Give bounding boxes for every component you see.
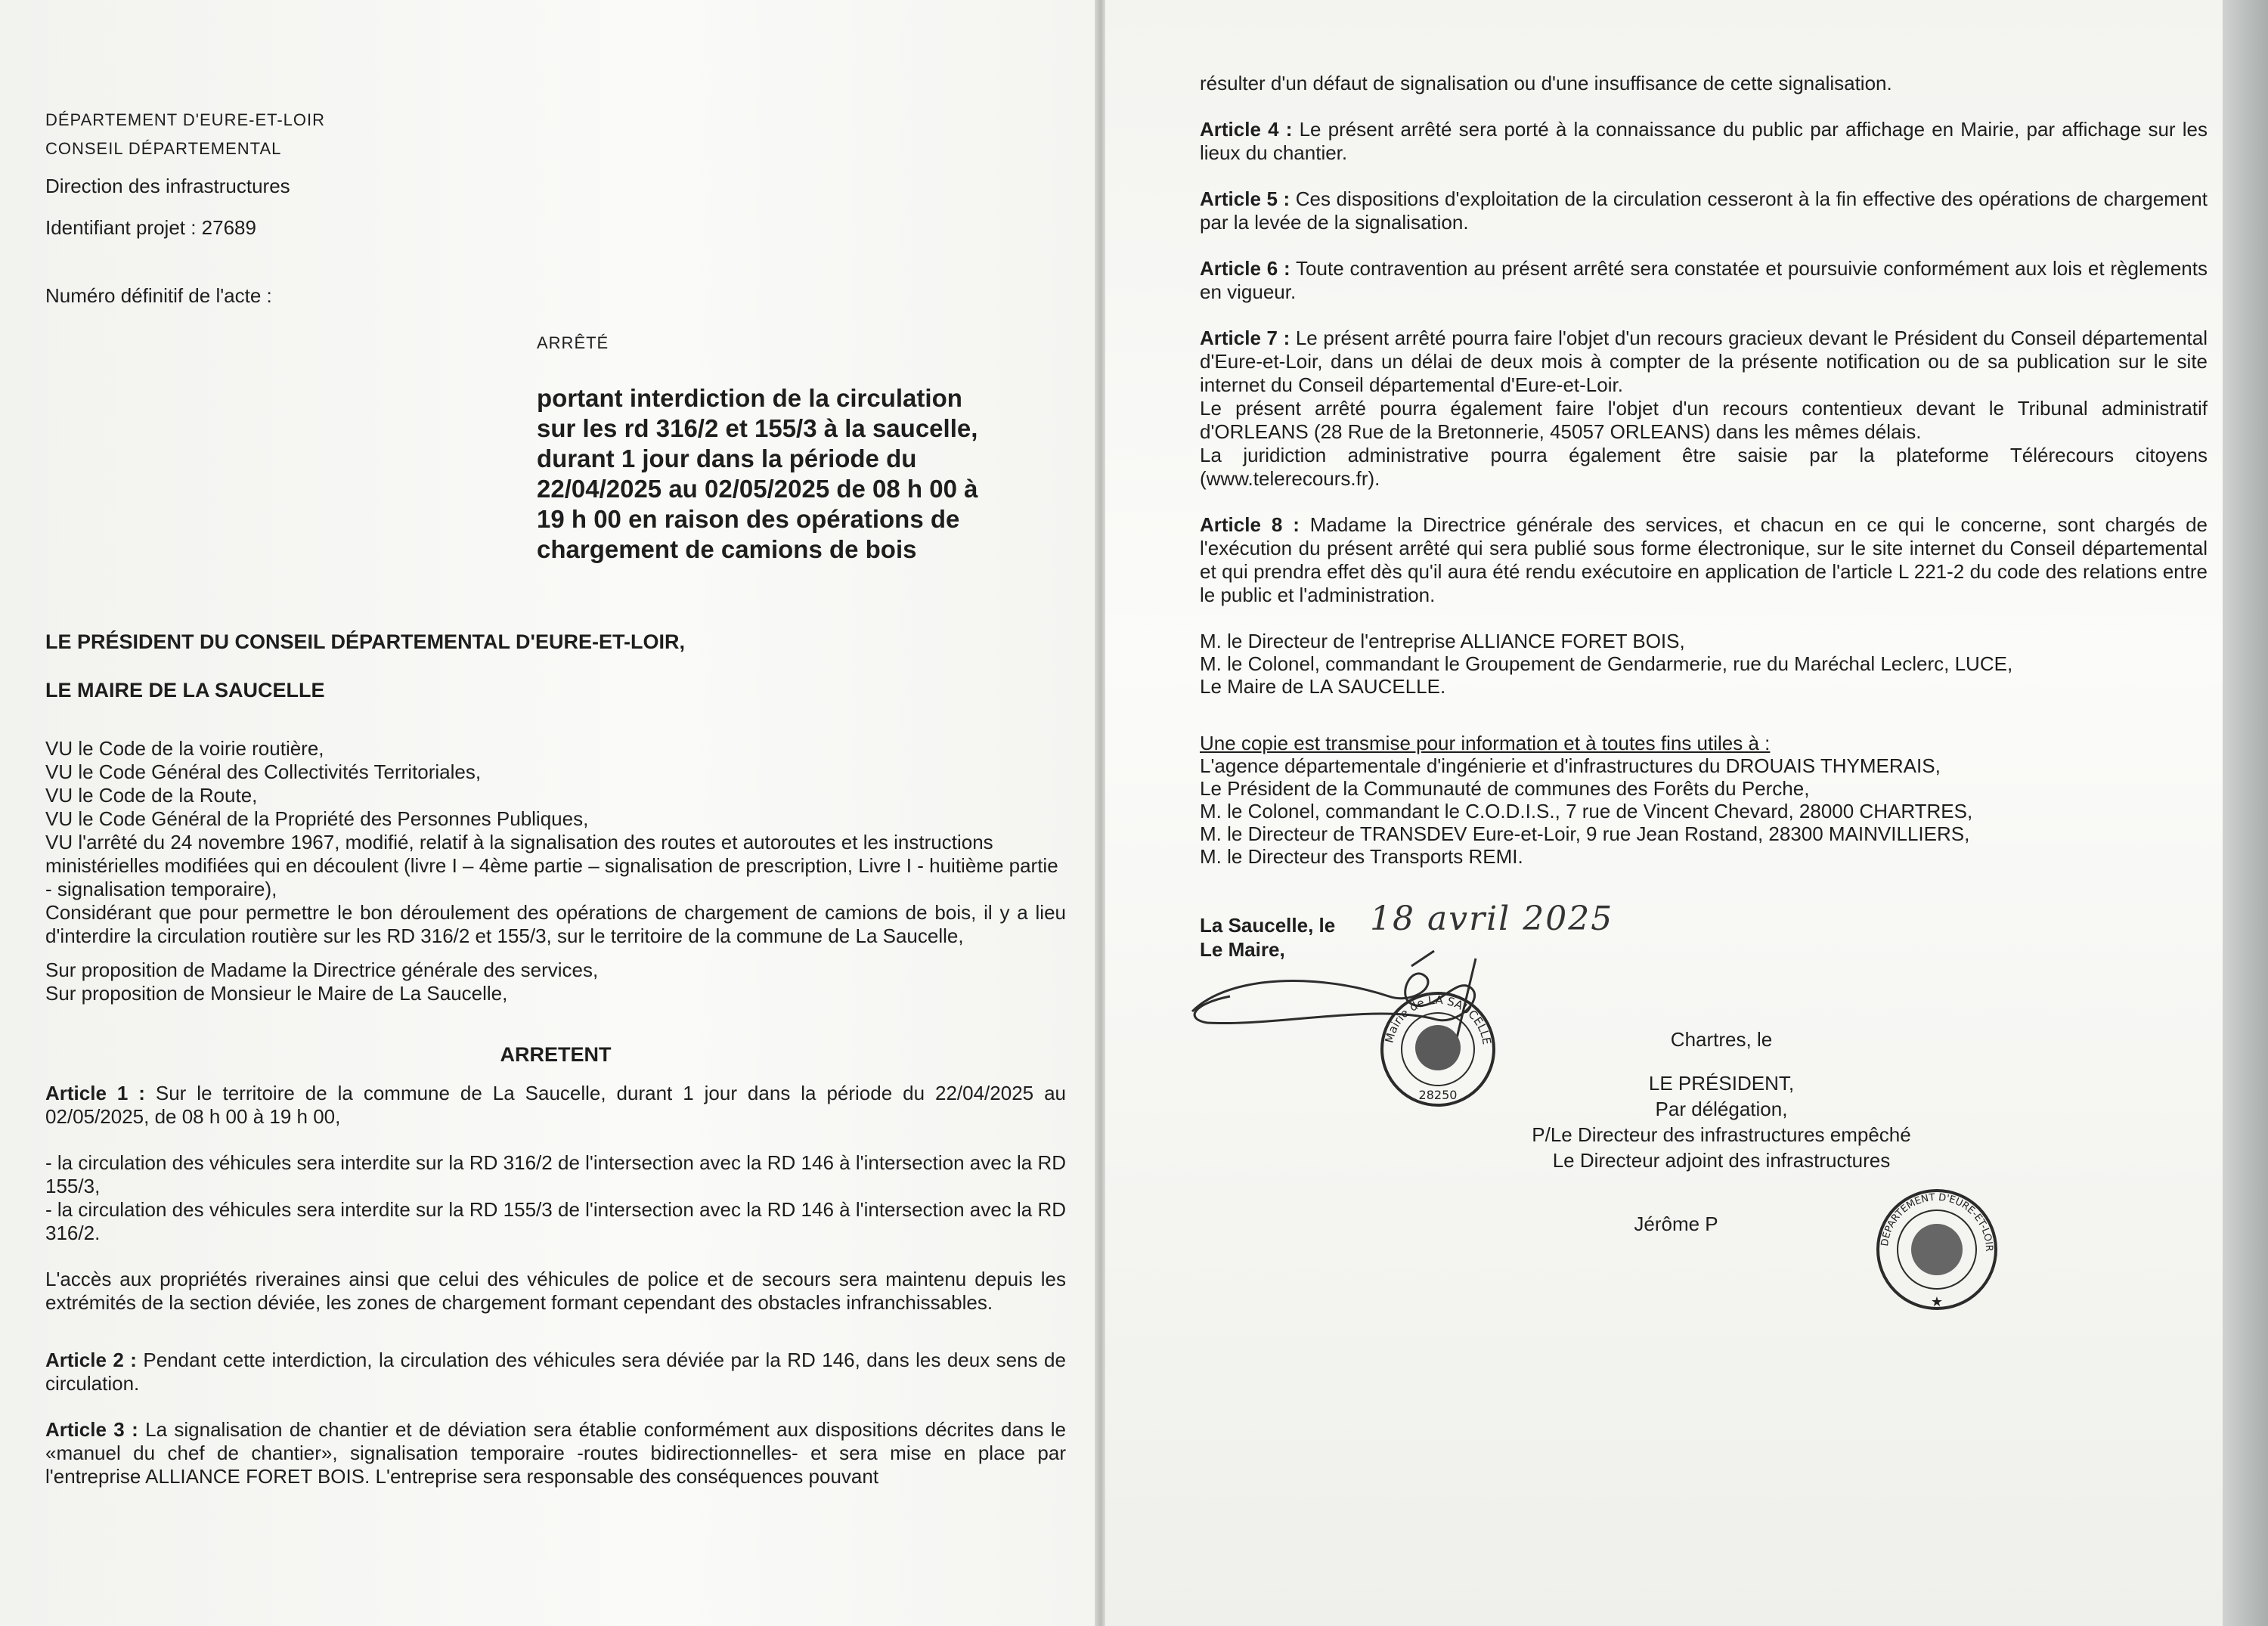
copy-recipient: Le Président de la Communauté de communes des Forêts du Perche, xyxy=(1200,777,1810,800)
article-3 xyxy=(45,1418,1066,1488)
vu-item: VU l'arrêté du 24 novembre 1967, modifié, relatif à la signalisation des routes et autoroutes et les instructions ministérielles modifiées qui en découlent (livre I – 4ème partie – signalisation de prescription, Livre I - huitième partie - signalisation temporaire), xyxy=(45,831,1058,900)
considerant: Considérant que pour permettre le bon déroulement des opérations de chargement de camions de bois, il y a lieu d'interdire la circulation routière sur les RD 316/2 et 155/3, sur le territoire de la commune de La Saucelle, xyxy=(45,901,1066,947)
copies-list xyxy=(1200,732,2208,868)
article-1-label: Article 1 : xyxy=(45,1082,145,1104)
article-5-text: Ces dispositions d'exploitation de la circulation cesseront à la fin effective des opérations de chargement par la levée de la signalisation. xyxy=(1200,187,2208,234)
article-4 xyxy=(1200,118,2208,165)
article-6-label: Article 6 : xyxy=(1200,257,1290,280)
article-6 xyxy=(1200,257,2208,304)
article-1-access: L'accès aux propriétés riveraines ainsi que celui des véhicules de police et de secours sera maintenu depuis les extrémités de la section déviée, les zones de chargement formant cependant des obstacles infranchissables. xyxy=(45,1268,1066,1314)
mairie-stamp-code: 28250 xyxy=(1418,1088,1458,1102)
decree-title xyxy=(537,383,1005,565)
recipient: M. le Directeur de l'entreprise ALLIANCE FORET BOIS, xyxy=(1200,630,1685,652)
sign-place: La Saucelle, le xyxy=(1200,914,1336,937)
directeur-adjoint: Le Directeur adjoint des infrastructures xyxy=(1552,1149,1891,1172)
recipient: M. le Colonel, commandant le Groupement de Gendarmerie, rue du Maréchal Leclerc, LUCE, xyxy=(1200,652,2013,675)
article-7-text: Le présent arrêté pourra faire l'objet d'un recours gracieux devant le Président du Conseil départemental d'Eure-et-Loir, dans un délai de deux mois à compter de la présente notification ou de sa publication sur le site internet du Conseil départemental d'Eure-et-Loir. xyxy=(1200,327,2208,396)
vu-item: VU le Code de la Route, xyxy=(45,784,258,807)
article-7 xyxy=(1200,327,2208,397)
direction: Direction des infrastructures xyxy=(45,175,290,197)
title-line: chargement de camions de bois xyxy=(537,535,917,563)
copy-recipient: L'agence départementale d'ingénierie et d'infrastructures du DROUAIS THYMERAIS, xyxy=(1200,754,1941,777)
article-2-label: Article 2 : xyxy=(45,1349,137,1371)
article-8-text: Madame la Directrice générale des services, et chacun en ce qui le concerne, sont chargés de l'exécution du présent arrêté qui sera publié sous forme électronique, sur le site internet du Conseil départemental et qui prendra effet dès qu'il aura été rendu exécutoire en application de l'article L 221-2 du code des relations entre le public et l'administration. xyxy=(1200,513,2208,606)
article-8 xyxy=(1200,513,2208,607)
title-line: portant interdiction de la circulation xyxy=(537,384,962,412)
article-2 xyxy=(45,1349,1066,1395)
vu-item: VU le Code Général des Collectivités Territoriales, xyxy=(45,760,482,783)
arretent-heading: ARRETENT xyxy=(500,1043,612,1066)
background-edge xyxy=(2223,0,2268,1626)
signer-name: Jérôme P xyxy=(1634,1213,1718,1235)
maire-heading: LE MAIRE DE LA SAUCELLE xyxy=(45,679,325,702)
council-name: CONSEIL DÉPARTEMENTAL xyxy=(45,139,282,158)
recipient: Le Maire de LA SAUCELLE. xyxy=(1200,675,1446,698)
recipients-list xyxy=(1200,630,2208,698)
article-3-label: Article 3 : xyxy=(45,1418,138,1441)
article-2-text: Pendant cette interdiction, la circulation des véhicules sera déviée par la RD 146, dans les deux sens de circulation. xyxy=(45,1349,1066,1395)
article-4-label: Article 4 : xyxy=(1200,118,1293,141)
handwritten-date: 18 avril 2025 xyxy=(1370,900,1614,938)
copies-heading: Une copie est transmise pour information et à toutes fins utiles à : xyxy=(1200,732,1771,754)
copy-recipient: M. le Colonel, commandant le C.O.D.I.S., 7 rue de Vincent Chevard, 28000 CHARTRES, xyxy=(1200,800,1973,822)
article-3-text: La signalisation de chantier et de déviation sera établie conformément aux dispositions décrites dans le «manuel du chef de chantier», signalisation temporaire -routes bidirectionnelles- et sera mise en place par l'entreprise ALLIANCE FORET BOIS. L'entreprise sera responsable des conséquences pouvant xyxy=(45,1418,1066,1488)
delegation-label: Par délégation, xyxy=(1655,1098,1788,1120)
directeur-empeche: P/Le Directeur des infrastructures empêché xyxy=(1532,1123,1911,1146)
title-line: 19 h 00 en raison des opérations de xyxy=(537,505,960,533)
article-7-contentieux: Le présent arrêté pourra également faire l'objet d'un recours contentieux devant le Tribunal administratif d'ORLEANS (28 Rue de la Bretonnerie, 45057 ORLEANS) dans les mêmes délais. xyxy=(1200,397,2208,443)
sign-maire: Le Maire, xyxy=(1200,938,1285,961)
proposition-1: Sur proposition de Madame la Directrice générale des services, xyxy=(45,959,599,981)
vu-item: VU le Code Général de la Propriété des Personnes Publiques, xyxy=(45,807,589,830)
svg-text:★: ★ xyxy=(1930,1294,1944,1309)
article-7-telerecours: La juridiction administrative pourra également être saisie par la plateforme Télérecours citoyens (www.telerecours.fr). xyxy=(1200,444,2208,490)
title-line: durant 1 jour dans la période du xyxy=(537,444,917,472)
copy-recipient: M. le Directeur des Transports REMI. xyxy=(1200,845,1523,868)
dept-name: DÉPARTEMENT D'EURE-ET-LOIR xyxy=(45,110,326,129)
article-5 xyxy=(1200,187,2208,234)
mairie-stamp-text: Mairie de LA SAUCELLE xyxy=(1382,993,1494,1046)
vu-list xyxy=(45,737,1066,901)
proposition-2: Sur proposition de Monsieur le Maire de La Saucelle, xyxy=(45,982,508,1005)
article-1-bullet-1: - la circulation des véhicules sera interdite sur la RD 316/2 de l'intersection avec la RD 146 à l'intersection avec la RD 155/3, xyxy=(45,1151,1066,1197)
title-line: 22/04/2025 au 02/05/2025 de 08 h 00 à xyxy=(537,475,978,503)
copy-recipient: M. le Directeur de TRANSDEV Eure-et-Loir, 9 rue Jean Rostand, 28300 MAINVILLIERS, xyxy=(1200,822,1970,845)
president-label: LE PRÉSIDENT, xyxy=(1648,1072,1795,1095)
president-heading: LE PRÉSIDENT DU CONSEIL DÉPARTEMENTAL D'EURE-ET-LOIR, xyxy=(45,630,685,653)
act-number: Numéro définitif de l'acte : xyxy=(45,284,272,307)
title-line: sur les rd 316/2 et 155/3 à la saucelle, xyxy=(537,414,978,442)
article-5-label: Article 5 : xyxy=(1200,187,1290,210)
left-page xyxy=(0,0,1096,1626)
article-1 xyxy=(45,1082,1066,1129)
chartres-line: Chartres, le xyxy=(1670,1028,1773,1051)
vu-item: VU le Code de la voirie routière, xyxy=(45,737,324,760)
article-7-label: Article 7 : xyxy=(1200,327,1290,349)
article-8-label: Article 8 : xyxy=(1200,513,1300,536)
article-1-bullet-2: - la circulation des véhicules sera interdite sur la RD 155/3 de l'intersection avec la RD 146 à l'intersection avec la RD 316/2. xyxy=(45,1198,1066,1244)
article-3-continuation: résulter d'un défaut de signalisation ou d'une insuffisance de cette signalisation. xyxy=(1200,72,1892,94)
signature-area xyxy=(1200,900,2208,1336)
department-stamp-text: DÉPARTEMENT D'EURE-ET-LOIR xyxy=(1879,1191,1995,1252)
article-4-text: Le présent arrêté sera porté à la connaissance du public par affichage en Mairie, par affichage sur les lieux du chantier. xyxy=(1200,118,2208,164)
article-6-text: Toute contravention au présent arrêté sera constatée et poursuivie conformément aux lois et règlements en vigueur. xyxy=(1200,257,2208,303)
department-stamp xyxy=(1873,1185,2001,1314)
project-id: Identifiant projet : 27689 xyxy=(45,216,256,239)
article-1-text: Sur le territoire de la commune de La Saucelle, durant 1 jour dans la période du 22/04/2025 au 02/05/2025, de 08 h 00 à 19 h 00, xyxy=(45,1082,1066,1128)
right-page xyxy=(1105,0,2268,1626)
arrete-label: ARRÊTÉ xyxy=(537,333,609,352)
mairie-stamp xyxy=(1377,989,1498,1110)
